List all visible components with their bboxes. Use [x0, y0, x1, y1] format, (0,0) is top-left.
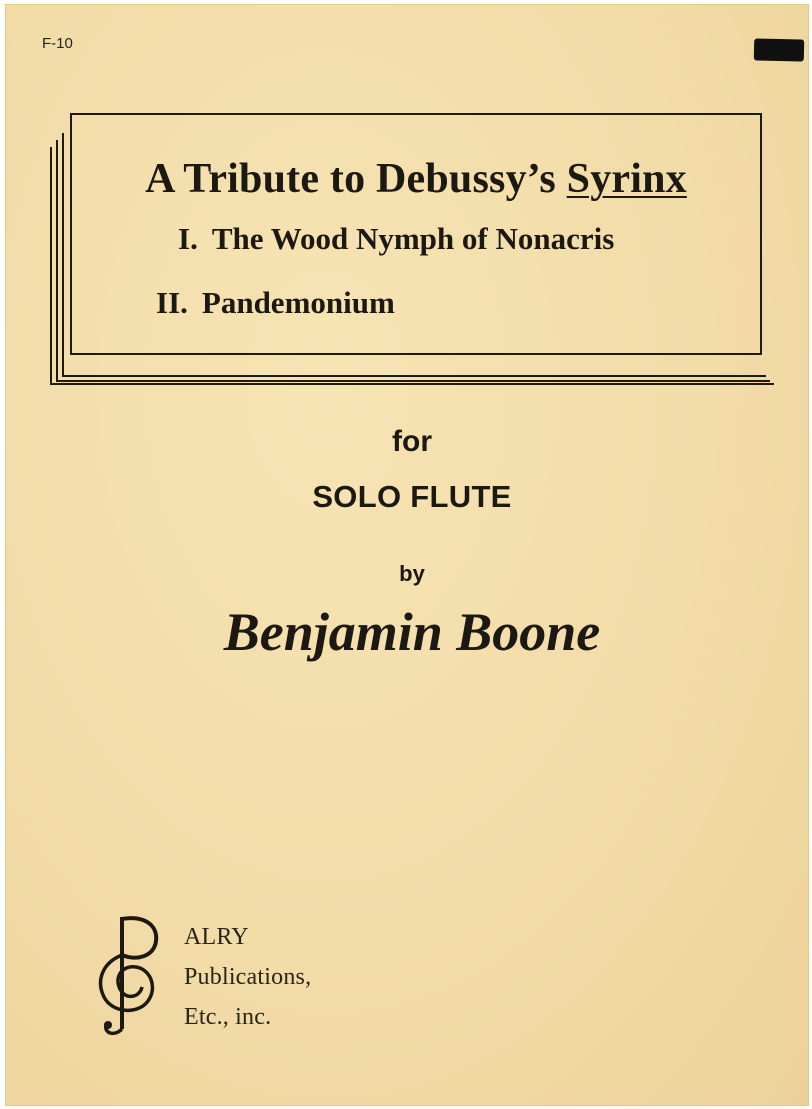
by-label: by	[399, 561, 425, 586]
movement-name: The Wood Nymph of Nonacris	[211, 221, 615, 256]
movement-1	[178, 221, 614, 257]
movement-2	[156, 285, 395, 321]
instrument-label: SOLO FLUTE	[312, 479, 512, 514]
composer-name: Benjamin Boone	[223, 602, 601, 662]
sheet-music-cover	[6, 5, 808, 1105]
publisher-line-1: ALRY	[184, 924, 249, 950]
publisher-logo-icon	[92, 911, 182, 1041]
price-sticker	[754, 38, 804, 61]
publisher-name	[184, 917, 311, 1037]
movement-number: I.	[178, 221, 198, 256]
work-title	[72, 155, 760, 203]
publisher-line-3: Etc., inc.	[184, 1004, 272, 1030]
movement-number: II.	[156, 285, 188, 320]
catalog-code: F-10	[42, 35, 73, 52]
movement-name: Pandemonium	[201, 285, 395, 320]
for-label: for	[392, 425, 432, 458]
work-title-prefix: A Tribute to Debussy’s	[145, 156, 556, 202]
publisher-line-2: Publications,	[184, 964, 312, 990]
title-box	[70, 113, 762, 355]
work-title-syrinx: Syrinx	[566, 156, 687, 202]
